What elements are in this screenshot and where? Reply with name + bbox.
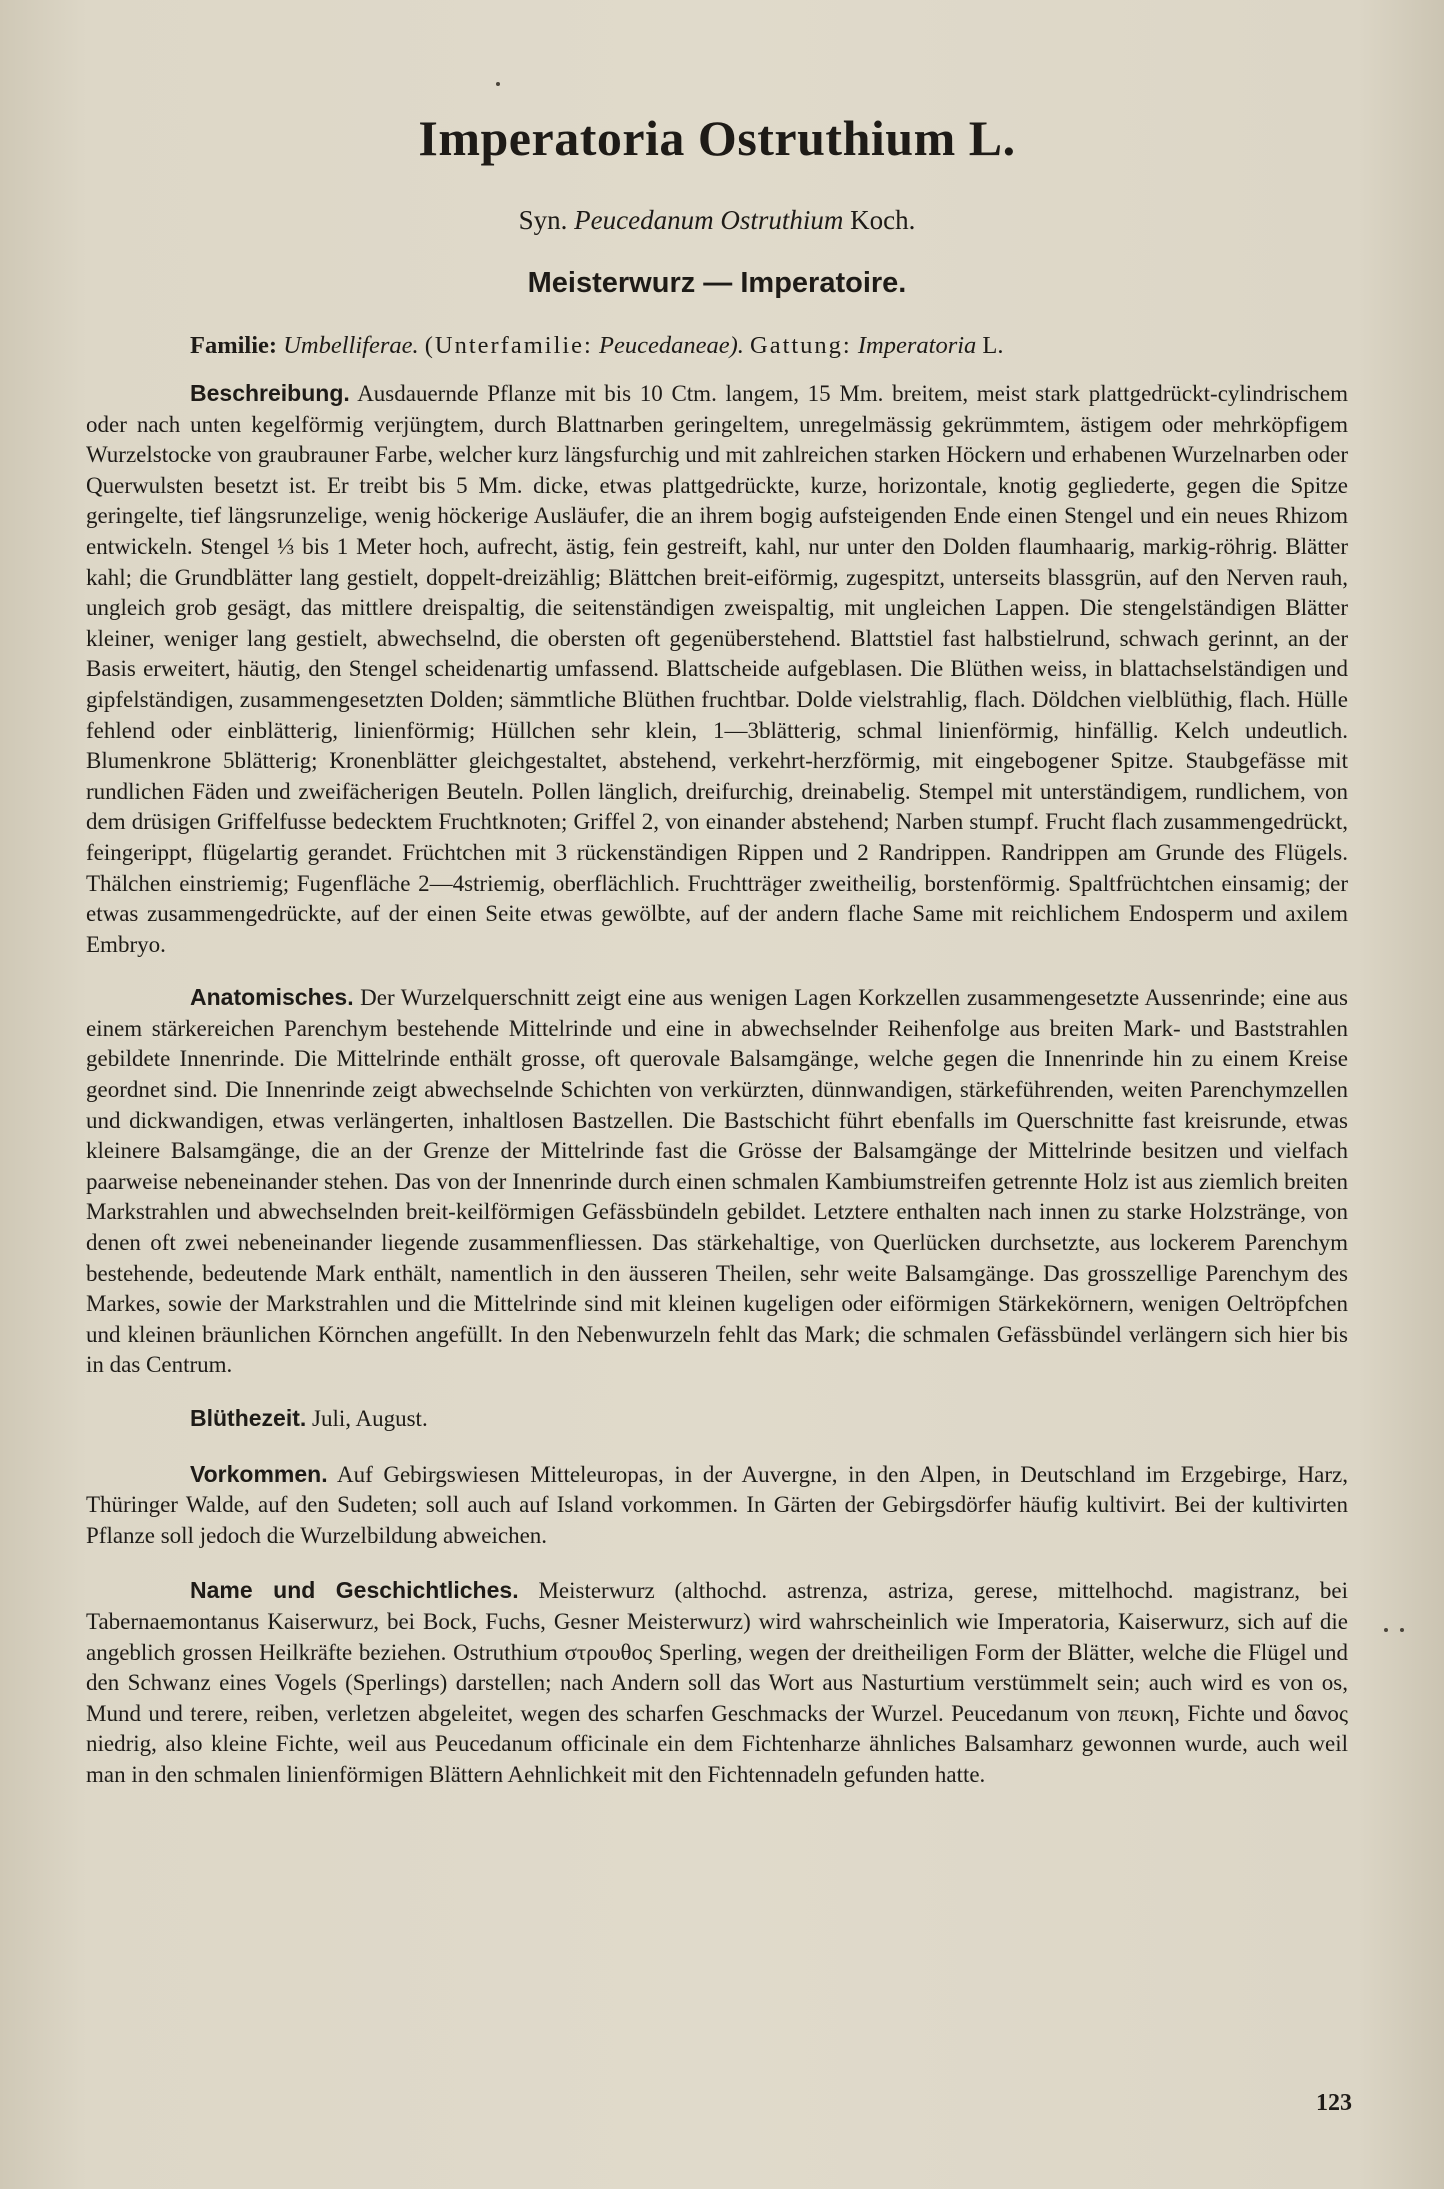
page-title: Imperatoria Ostruthium L.	[418, 110, 1016, 166]
family-line	[86, 330, 1348, 362]
section-text: Der Wurzelquerschnitt zeigt eine aus wenigen Lagen Korkzellen zusammengesetzte Aussenrinde; eine aus einem stärkereichen Parenchym bestehende Mittelrinde und eine in abwechselnder Reihenfolge aus breiten Mark- und Baststrahlen gebildete Innenrinde. Die Mittelrinde enthält grosse, oft querovale Balsamgänge, welche gegen die Innenrinde hin zu einem Kreise geordnet sind. Die Innenrinde zeigt abwechselnde Schichten von verkürzten, dünnwandigen, stärkeführenden, weiten Parenchymzellen und dickwandigen, etwas verlängerten, inhaltlosen Bastzellen. Die Bastschicht führt ebenfalls im Querschnitte fast kreisrunde, etwas kleinere Balsamgänge, die an der Grenze der Mittelrinde fast die Grösse der Balsamgänge der Mittelrinde besitzen und vielfach paarweise nebeneinander stehen. Das von der Innenrinde durch einen schmalen Kambiumstreifen getrennte Holz ist aus ziemlich breiten Markstrahlen und abwechselnden breit-keilförmigen Gefässbündeln gebildet. Letztere enthalten nach innen zu starke Holzstränge, von denen oft zwei nebeneinander liegende zusammenfliessen. Das stärkehaltige, von Querlücken durchsetzte, aus lockerem Parenchym bestehende, bedeutende Mark enthält, namentlich in den äusseren Theilen, sehr weite Balsamgänge. Das grosszellige Parenchym des Markes, sowie der Markstrahlen und die Mittelrinde sind mit kleinen kugeligen oder eiförmigen Stärkekörnern, wenigen Oeltröpfchen und kleinen bräunlichen Körnchen angefüllt. In den Nebenwurzeln fehlt das Mark; die schmalen Gefässbündel verlängern sich hier bis in das Centrum.	[86, 985, 1348, 1378]
genus-suffix: L.	[982, 332, 1004, 359]
subfamily-value: Peucedaneae).	[599, 332, 744, 359]
section-anatomisches	[86, 982, 1348, 1381]
section-beschreibung	[86, 378, 1348, 960]
section-name-geschichtliches	[86, 1575, 1348, 1790]
paper-speck	[1400, 1628, 1404, 1632]
section-text: Juli, August.	[312, 1406, 428, 1431]
synonym-prefix: Syn.	[518, 205, 568, 235]
family-label: Familie:	[190, 332, 278, 359]
synonym-name: Peucedanum Ostruthium	[574, 205, 844, 235]
section-heading: Blüthezeit.	[190, 1405, 307, 1431]
section-text: Auf Gebirgswiesen Mitteleuropas, in der Auvergne, in den Alpen, in Deutschland im Erzgebirge, Harz, Thüringer Walde, auf den Sudeten; soll auch auf Island vorkommen. In Gärten der Gebirgsdörfer häufig kultivirt. Bei der kultivirten Pflanze soll jedoch die Wurzelbildung abweichen.	[86, 1461, 1348, 1548]
paper-speck	[1384, 1628, 1388, 1632]
subfamily-label: (Unterfamilie:	[424, 332, 593, 359]
section-heading: Anatomisches.	[190, 984, 354, 1011]
section-bluethezeit	[86, 1403, 1348, 1435]
family-value: Umbelliferae.	[283, 332, 419, 359]
section-heading: Beschreibung.	[190, 380, 350, 406]
section-text: Ausdauernde Pflanze mit bis 10 Ctm. langem, 15 Mm. breitem, meist stark plattgedrückt-cylindrischem oder nach unten kegelförmig verjüngtem, durch Blattnarben geringeltem, unregelmässig gekrümmtem, ästigem oder mehrköpfigem Wurzelstocke von graubrauner Farbe, welcher kurz längsfurchig und mit zahlreichen starken Höckern und erhabenen Wurzelnarben oder Querwulsten besetzt ist. Er treibt bis 5 Mm. dicke, etwas plattgedrückte, kurze, horizontale, knotig gegliederte, gegen die Spitze geringelte, tief längsrunzelige, wenig höckerige Ausläufer, die an ihrem bogig aufsteigenden Ende einen Stengel und ein neues Rhizom entwickeln. Stengel ⅓ bis 1 Meter hoch, aufrecht, ästig, fein gestreift, kahl, nur unter den Dolden flaumhaarig, markig-röhrig. Blätter kahl; die Grundblätter lang gestielt, doppelt-dreizählig; Blättchen breit-eiförmig, zugespitzt, unterseits blassgrün, auf den Nerven rauh, ungleich grob gesägt, das mittlere dreispaltig, die seitenständigen zweispaltig, mit ungleichen Lappen. Die stengelständigen Blätter kleiner, weniger lang gestielt, abwechselnd, die obersten oft gegenüberstehend. Blattstiel fast halbstielrund, schwach gerinnt, an der Basis erweitert, häutig, den Stengel scheidenartig umfassend. Blattscheide aufgeblasen. Die Blüthen weiss, in blattachselständigen und gipfelständigen, zusammengesetzten Dolden; sämmtliche Blüthen fruchtbar. Dolde vielstrahlig, flach. Döldchen vielblüthig, flach. Hülle fehlend oder einblätterig, linienförmig; Hüllchen sehr klein, 1—3blätterig, schmal linienförmig, hinfällig. Kelch undeutlich. Blumenkrone 5blätterig; Kronenblätter gleichgestaltet, abstehend, verkehrt-herzförmig, mit eingebogener Spitze. Staubgefässe mit rundlichen Fäden und zweifächerigen Beuteln. Pollen länglich, dreifurchig, dreinabelig. Stempel mit unterständigem, rundlichem, von dem drüsigen Griffelfusse bedecktem Fruchtknoten; Griffel 2, von einander abstehend; Narben stumpf. Frucht flach zusammengedrückt, feingerippt, flügelartig gerandet. Früchtchen mit 3 rückenständigen Rippen und 2 Randrippen. Randrippen am Grunde des Flügels. Thälchen einstriemig; Fugenfläche 2—4striemig, oberflächlich. Fruchtträger zweitheilig, borstenförmig. Spaltfrüchtchen einsamig; der etwas zusammengedrückte, auf der einen Seite etwas gewölbte, auf der andern flache Same mit reichlichem Endosperm und axilem Embryo.	[86, 381, 1348, 957]
synonym-line	[86, 204, 1348, 236]
synonym-author: Koch.	[850, 205, 916, 235]
genus-label: Gattung:	[750, 332, 852, 359]
paper-speck	[496, 82, 500, 86]
common-names: Meisterwurz — Imperatoire.	[527, 267, 907, 299]
section-heading: Name und Geschichtliches.	[190, 1577, 519, 1604]
section-vorkommen	[86, 1459, 1348, 1552]
section-text: Meisterwurz (althochd. astrenza, astriza, gerese, mittelhochd. magistranz, bei Tabernaemontanus Kaiserwurz, bei Bock, Fuchs, Gesner Meisterwurz) wird wahrscheinlich wie Imperatoria, Kaiserwurz, sich auf die angeblich grossen Heilkräfte beziehen. Ostruthium στρουθος Sperling, wegen der dreitheiligen Form der Blätter, welche die Flügel und den Schwanz eines Vogels (Sperlings) darstellen; nach Andern soll das Wort aus Nasturtium verstümmelt sein; auch wird es von os, Mund und terere, reiben, verletzen abgeleitet, wegen des scharfen Geschmacks der Wurzel. Peucedanum von πευκη, Fichte und δανος niedrig, also kleine Fichte, weil aus Peucedanum officinale ein dem Fichtenharze ähnliches Balsamharz gewonnen wurde, auch weil man in den schmalen linienförmigen Blättern Aehnlichkeit mit den Fichtennadeln gefunden hatte.	[86, 1578, 1348, 1787]
page-number: 123	[1316, 2090, 1352, 2116]
section-heading: Vorkommen.	[190, 1460, 328, 1487]
genus-value: Imperatoria	[857, 332, 977, 359]
